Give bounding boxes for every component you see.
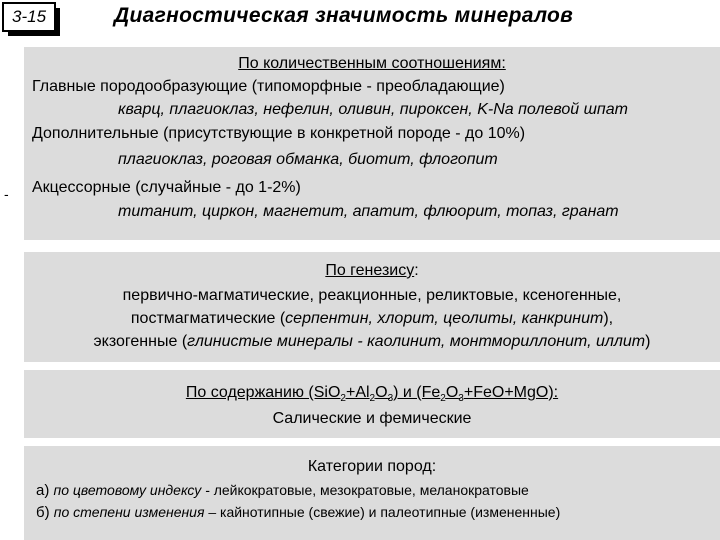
accessory-term: Акцессорные (32, 179, 131, 196)
content-h-4: ) и (Fe (393, 384, 441, 401)
categories-heading: Категории пород: (307, 458, 437, 475)
ratio-heading (24, 55, 720, 73)
accessory-minerals-line (32, 179, 301, 197)
genesis-line-3 (24, 333, 720, 351)
genesis-panel (24, 252, 720, 362)
postmagmatic-end: ), (603, 310, 614, 327)
ratio-heading-text: По количественным соотношениям: (238, 55, 506, 72)
content-h-6: +FeO+MgO): (463, 384, 559, 401)
main-list: кварц, плагиоклаз, нефелин, оливин, пироксен, K-Na полевой шпат (118, 101, 628, 118)
categories-panel (24, 446, 720, 540)
extra-minerals-line (32, 125, 525, 143)
genesis-line-2 (24, 310, 720, 328)
content-heading (24, 384, 720, 404)
genesis-heading (24, 262, 720, 280)
category-a-label: а) (36, 482, 54, 499)
badge-shadow-bottom (8, 32, 60, 36)
content-sub-5: 3 (458, 393, 464, 405)
category-a-term: по цветовому индексу - (53, 482, 210, 498)
content-sub-2: 2 (369, 393, 376, 405)
category-b-label: б) (36, 504, 54, 521)
content-h-3: O (375, 384, 388, 401)
genesis-heading-colon: : (414, 262, 419, 279)
main-desc: (типоморфные - преобладающие) (247, 78, 505, 95)
slide-title: Диагностическая значимость минералов (114, 4, 574, 27)
postmagmatic-list: серпентин, хлорит, цеолиты, канкринит (285, 310, 604, 327)
content-h-1: По содержанию (SiO (185, 384, 341, 401)
content-sub-1: 2 (340, 393, 346, 405)
exogenic-term: экзогенные ( (93, 333, 188, 350)
content-h-2: +Al (345, 384, 370, 401)
main-term: Главные породообразующие (32, 78, 248, 95)
category-b (36, 504, 560, 521)
slide-number-badge (2, 2, 56, 32)
exogenic-end: ) (645, 333, 651, 350)
extra-desc: (присутствующие в конкретной породе - до 10%) (158, 125, 526, 142)
side-mark: - (4, 186, 9, 202)
extra-list: плагиоклаз, роговая обманка, биотит, флогопит (118, 151, 498, 168)
category-b-term: по степени изменения – (53, 504, 217, 520)
content-panel (24, 370, 720, 438)
category-b-text: кайнотипные (свежие) и палеотипные (измененные) (216, 504, 561, 520)
exogenic-list: глинистые минералы - каолинит, монтмориллонит, иллит (187, 333, 646, 350)
category-a (36, 482, 529, 499)
category-a-text: лейкократовые, мезократовые, меланократовые (209, 482, 529, 498)
content-line: Салические и фемические (272, 410, 472, 427)
postmagmatic-term: постмагматические ( (130, 310, 286, 327)
content-sub-3: 3 (387, 393, 394, 405)
accessory-list: титанит, циркон, магнетит, апатит, флюорит, топаз, гранат (118, 203, 619, 220)
ratio-panel (24, 47, 720, 240)
genesis-line-1: первично-магматические, реакционные, реликтовые, ксеногенные, (122, 287, 622, 304)
content-heading-text (185, 384, 559, 405)
extra-term: Дополнительные (32, 125, 159, 142)
main-minerals-line (32, 78, 505, 96)
accessory-desc: (случайные - до 1-2%) (130, 179, 301, 196)
genesis-heading-text: По генезису (325, 262, 415, 279)
content-sub-4: 2 (440, 393, 446, 405)
slide-number: 3-15 (12, 7, 47, 26)
content-h-5: O (445, 384, 459, 401)
